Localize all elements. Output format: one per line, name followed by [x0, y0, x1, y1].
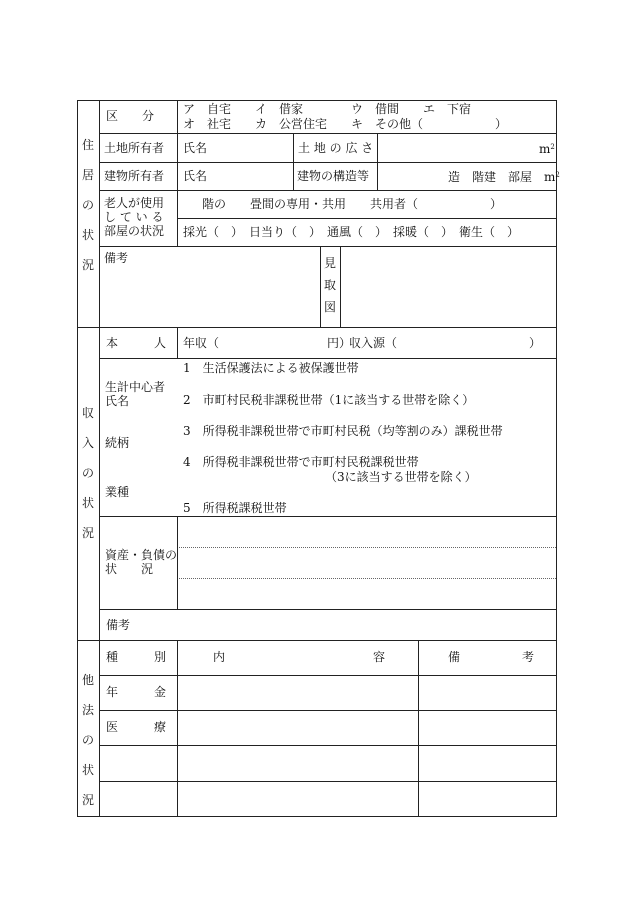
annual-income-field[interactable]: 年収（ 円） — [183, 336, 352, 350]
top-border — [77, 100, 557, 101]
type-column-header: 種 別 — [106, 650, 167, 664]
remarks-column-header-1: 備 — [448, 650, 461, 664]
otherlaw-row-line — [99, 710, 557, 711]
assets-liabilities-label: 資産・負債の 状 況 — [105, 548, 178, 576]
building-structure-value: 造 階建 部屋 m — [448, 170, 556, 184]
land-area-field[interactable] — [539, 142, 555, 156]
household-option-5[interactable]: 5 所得税課税世帯 — [183, 501, 287, 515]
housing-row-line — [99, 190, 557, 191]
housing-row-line — [99, 133, 557, 134]
self-label: 本 人 — [106, 336, 167, 350]
income-source-field[interactable]: 収入源（ ） — [349, 336, 542, 350]
housing-value-column-line — [377, 133, 378, 190]
income-row-line — [99, 358, 557, 359]
otherlaw-row-line — [99, 781, 557, 782]
building-structure-label: 建物の構造等 — [297, 169, 370, 183]
elder-room-label: 老人が使用 し て い る 部屋の状況 — [104, 196, 165, 238]
income-remarks-label: 備考 — [106, 618, 131, 632]
household-option-3[interactable]: 3 所得税非課税世帯で市町村民税（均等割のみ）課税世帯 — [183, 424, 503, 438]
otherlaw-type-column-line — [177, 640, 178, 816]
land-owner-name-field[interactable]: 氏名 — [183, 141, 208, 155]
income-row-line — [99, 516, 557, 517]
remarks-column-header-2: 考 — [522, 650, 535, 664]
elder-room-usage-field[interactable]: 階の 畳間の専用・共用 共用者（ ） — [202, 197, 503, 211]
category-options-line1: ア 自宅 イ 借家 ウ 借間 エ 下宿 — [183, 102, 472, 116]
housing-income-divider — [77, 327, 557, 328]
section-label-housing: 住 居 の 状 況 — [81, 138, 94, 272]
building-structure-field[interactable] — [448, 170, 560, 184]
housing-label-column-line — [177, 100, 178, 246]
housing-remarks-label: 備考 — [104, 251, 129, 265]
housing-row-line — [99, 246, 557, 247]
squared-mark: 2 — [555, 171, 560, 179]
category-options-line2: オ 社宅 カ 公営住宅 キ その他（ ） — [183, 117, 508, 131]
household-option-4-note: （3に該当する世帯を除く） — [325, 470, 477, 484]
land-owner-label: 土地所有者 — [104, 141, 165, 155]
otherlaw-row-line — [99, 675, 557, 676]
floor-plan-label: 見 取 図 — [323, 256, 336, 314]
household-option-1[interactable]: 1 生活保護法による被保護世帯 — [183, 361, 359, 375]
bottom-border — [77, 816, 557, 817]
medical-label: 医 療 — [106, 720, 167, 734]
household-head-label: 生計中心者 氏名 — [105, 380, 166, 408]
income-otherlaw-divider — [77, 640, 557, 641]
pension-label: 年 金 — [106, 685, 167, 699]
otherlaw-content-column-line — [418, 640, 419, 816]
household-option-2[interactable]: 2 市町村民税非課税世帯（1に該当する世帯を除く） — [183, 393, 475, 407]
occupation-label: 業種 — [105, 485, 130, 499]
category-label: 区 分 — [106, 109, 155, 123]
floor-plan-line-right — [340, 246, 341, 327]
content-column-header-2: 容 — [373, 650, 386, 664]
assets-label-column-line — [177, 516, 178, 609]
squared-mark: 2 — [550, 143, 555, 151]
relationship-label: 続柄 — [105, 436, 130, 450]
content-column-header-1: 内 — [213, 650, 226, 664]
assets-dotted-line — [177, 547, 556, 548]
land-area-label: 土 地 の 広 さ — [298, 141, 374, 155]
housing-row-line — [177, 218, 557, 219]
housing-row-line — [99, 162, 557, 163]
land-area-unit: m — [539, 142, 551, 156]
income-row-line — [99, 609, 557, 610]
income-label-column-line — [177, 327, 178, 358]
household-option-4[interactable]: 4 所得税非課税世帯で市町村民税課税世帯 — [183, 455, 419, 469]
otherlaw-row-line — [99, 745, 557, 746]
building-owner-name-field[interactable]: 氏名 — [183, 169, 208, 183]
elder-room-conditions-field[interactable]: 採光（ ） 日当り（ ） 通風（ ） 採暖（ ） 衛生（ ） — [183, 225, 520, 239]
assets-dotted-line — [177, 578, 556, 579]
section-label-income: 収 入 の 状 況 — [81, 406, 94, 540]
section-label-other-law: 他 法 の 状 況 — [81, 673, 94, 807]
housing-mid-column-line — [293, 133, 294, 190]
building-owner-label: 建物所有者 — [104, 169, 165, 183]
